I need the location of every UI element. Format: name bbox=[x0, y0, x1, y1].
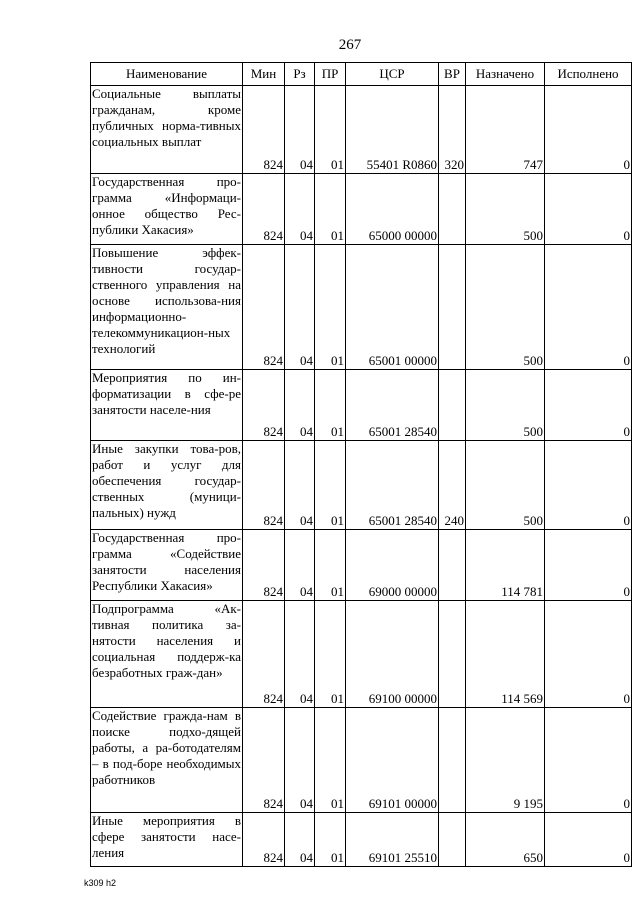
row-rz: 04 bbox=[285, 86, 315, 174]
row-csr: 69101 00000 bbox=[346, 708, 439, 813]
row-executed: 0 bbox=[545, 530, 632, 601]
row-name: Иные закупки това-ров, работ и услуг для обеспечения государ-ственных (муници-пальных) нужд bbox=[91, 441, 243, 530]
row-rz: 04 bbox=[285, 441, 315, 530]
row-executed: 0 bbox=[545, 174, 632, 245]
row-name: Подпрограмма «Ак-тивная политика за-нятости населения и социальная поддерж-ка безработных граж-дан» bbox=[91, 601, 243, 708]
row-pr: 01 bbox=[315, 530, 346, 601]
row-name: Социальные выплаты гражданам, кроме публичных норма-тивных социальных выплат bbox=[91, 86, 243, 174]
row-executed: 0 bbox=[545, 245, 632, 370]
row-assigned: 650 bbox=[466, 813, 545, 867]
row-pr: 01 bbox=[315, 245, 346, 370]
table-row bbox=[91, 530, 632, 601]
header-row bbox=[91, 63, 632, 86]
row-min: 824 bbox=[243, 708, 285, 813]
row-executed: 0 bbox=[545, 708, 632, 813]
row-vr bbox=[439, 708, 466, 813]
row-csr: 69101 25510 bbox=[346, 813, 439, 867]
row-csr: 55401 R0860 bbox=[346, 86, 439, 174]
row-assigned: 114 569 bbox=[466, 601, 545, 708]
header-min: Мин bbox=[243, 63, 285, 86]
row-vr bbox=[439, 601, 466, 708]
row-executed: 0 bbox=[545, 86, 632, 174]
header-pr: ПР bbox=[315, 63, 346, 86]
row-vr: 320 bbox=[439, 86, 466, 174]
row-pr: 01 bbox=[315, 86, 346, 174]
row-min: 824 bbox=[243, 174, 285, 245]
table-row bbox=[91, 370, 632, 441]
row-name: Повышение эффек-тивности государ-ственного управления на основе использова-ния информационно-телекоммуникацион-ных технологий bbox=[91, 245, 243, 370]
row-vr bbox=[439, 370, 466, 441]
page-number: 267 bbox=[338, 37, 362, 53]
row-vr bbox=[439, 245, 466, 370]
row-executed: 0 bbox=[545, 441, 632, 530]
row-rz: 04 bbox=[285, 813, 315, 867]
row-executed: 0 bbox=[545, 813, 632, 867]
table-row bbox=[91, 813, 632, 867]
row-name: Содействие гражда-нам в поиске подхо-дящей работы, а ра-ботодателям – в под-боре необходимых работников bbox=[91, 708, 243, 813]
table-row bbox=[91, 245, 632, 370]
row-csr: 65001 28540 bbox=[346, 370, 439, 441]
footer-code: k309 h2 bbox=[84, 878, 117, 888]
row-name: Иные мероприятия в сфере занятости насе-ления bbox=[91, 813, 243, 867]
row-rz: 04 bbox=[285, 708, 315, 813]
row-pr: 01 bbox=[315, 174, 346, 245]
table-row bbox=[91, 174, 632, 245]
row-assigned: 9 195 bbox=[466, 708, 545, 813]
row-vr bbox=[439, 530, 466, 601]
row-pr: 01 bbox=[315, 813, 346, 867]
row-csr: 69100 00000 bbox=[346, 601, 439, 708]
row-vr: 240 bbox=[439, 441, 466, 530]
row-csr: 69000 00000 bbox=[346, 530, 439, 601]
row-name: Мероприятия по ин-форматизации в сфе-ре занятости населе-ния bbox=[91, 370, 243, 441]
row-assigned: 747 bbox=[466, 86, 545, 174]
row-assigned: 500 bbox=[466, 370, 545, 441]
row-pr: 01 bbox=[315, 370, 346, 441]
row-pr: 01 bbox=[315, 601, 346, 708]
row-pr: 01 bbox=[315, 441, 346, 530]
header-csr: ЦСР bbox=[346, 63, 439, 86]
row-csr: 65000 00000 bbox=[346, 174, 439, 245]
row-min: 824 bbox=[243, 530, 285, 601]
row-min: 824 bbox=[243, 370, 285, 441]
row-executed: 0 bbox=[545, 370, 632, 441]
header-name: Наименование bbox=[91, 63, 243, 86]
row-vr bbox=[439, 174, 466, 245]
row-min: 824 bbox=[243, 813, 285, 867]
row-rz: 04 bbox=[285, 245, 315, 370]
row-min: 824 bbox=[243, 245, 285, 370]
row-name: Государственная про-грамма «Информаци-онное общество Рес-публики Хакасия» bbox=[91, 174, 243, 245]
budget-table bbox=[90, 62, 632, 867]
table-row bbox=[91, 441, 632, 530]
row-assigned: 500 bbox=[466, 245, 545, 370]
row-csr: 65001 00000 bbox=[346, 245, 439, 370]
header-vr: ВР bbox=[439, 63, 466, 86]
row-rz: 04 bbox=[285, 601, 315, 708]
header-executed: Исполнено bbox=[545, 63, 632, 86]
row-rz: 04 bbox=[285, 174, 315, 245]
header-rz: Рз bbox=[285, 63, 315, 86]
row-vr bbox=[439, 813, 466, 867]
row-min: 824 bbox=[243, 86, 285, 174]
table-row bbox=[91, 708, 632, 813]
row-assigned: 500 bbox=[466, 174, 545, 245]
header-assigned: Назначено bbox=[466, 63, 545, 86]
table-header bbox=[91, 63, 632, 86]
row-pr: 01 bbox=[315, 708, 346, 813]
row-rz: 04 bbox=[285, 370, 315, 441]
table-row bbox=[91, 601, 632, 708]
row-csr: 65001 28540 bbox=[346, 441, 439, 530]
row-min: 824 bbox=[243, 441, 285, 530]
row-name: Государственная про-грамма «Содействие занятости населения Республики Хакасия» bbox=[91, 530, 243, 601]
row-rz: 04 bbox=[285, 530, 315, 601]
row-assigned: 114 781 bbox=[466, 530, 545, 601]
table-row bbox=[91, 86, 632, 174]
row-assigned: 500 bbox=[466, 441, 545, 530]
row-executed: 0 bbox=[545, 601, 632, 708]
row-min: 824 bbox=[243, 601, 285, 708]
